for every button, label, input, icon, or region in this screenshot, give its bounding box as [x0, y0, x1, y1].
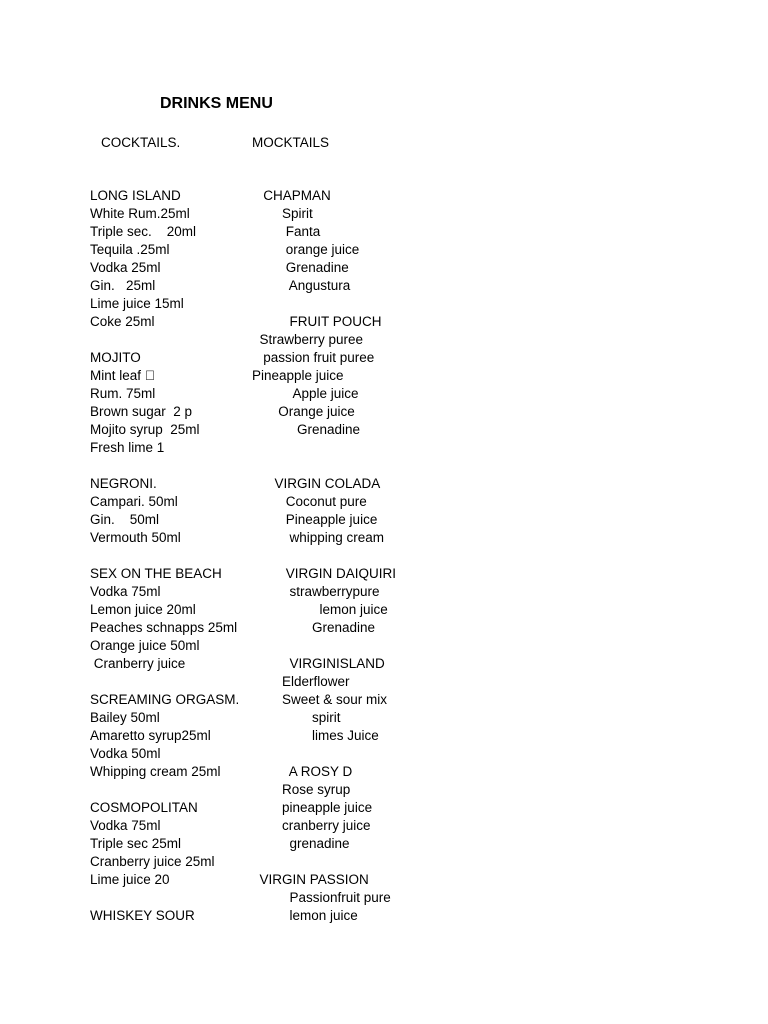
cocktail-menu-line: Lime juice 15ml [90, 296, 184, 311]
cocktail-menu-line: Vodka 75ml [90, 584, 161, 599]
cocktail-menu-line: MOJITO [90, 350, 141, 365]
cocktail-menu-line: Gin. 25ml [90, 278, 156, 293]
mocktail-menu-line: lemon juice [252, 602, 388, 617]
cocktail-menu-line: LONG ISLAND [90, 188, 181, 203]
cocktail-menu-line: SCREAMING ORGASM. [90, 692, 240, 707]
mocktail-menu-line: orange juice [252, 242, 360, 257]
mocktail-menu-line: VIRGINISLAND [252, 656, 385, 671]
cocktail-menu-line: Orange juice 50ml [90, 638, 200, 653]
cocktail-menu-line: Tequila .25ml [90, 242, 170, 257]
mocktail-menu-line [252, 547, 396, 565]
mocktail-menu-line: VIRGIN DAIQUIRI [252, 566, 397, 581]
mocktail-menu-line: Pineapple juice [252, 512, 378, 527]
page-title: DRINKS MENU [160, 95, 273, 112]
cocktail-menu-line: Vodka 50ml [90, 746, 161, 761]
cocktails-column [90, 187, 239, 925]
mocktail-menu-line: Grenadine [252, 422, 361, 437]
mocktail-menu-line: Elderflower [252, 674, 350, 689]
cocktail-menu-line: SEX ON THE BEACH [90, 566, 222, 581]
mocktail-menu-line [252, 745, 396, 763]
cocktail-menu-line: Cranberry juice [90, 656, 186, 671]
cocktail-menu-line: Triple sec 25ml [90, 836, 182, 851]
cocktail-menu-line [90, 781, 239, 799]
mocktail-menu-line: Grenadine [252, 620, 376, 635]
mocktails-header: MOCKTAILS [252, 135, 330, 150]
mocktail-menu-line [252, 439, 396, 457]
cocktail-menu-line [90, 889, 239, 907]
mocktail-menu-line: spirit [252, 710, 341, 725]
cocktail-menu-line: Mint leaf [90, 368, 149, 383]
mocktail-menu-line: Coconut pure [252, 494, 367, 509]
mocktail-menu-line: VIRGIN PASSION [252, 872, 369, 887]
mocktail-menu-line: passion fruit puree [252, 350, 375, 365]
mocktail-menu-line: strawberrypure [252, 584, 380, 599]
cocktail-menu-line: Peaches schnapps 25ml [90, 620, 238, 635]
cocktail-menu-line: Whipping cream 25ml [90, 764, 221, 779]
cocktail-menu-line: Lime juice 20 [90, 872, 170, 887]
cocktail-menu-line: Vodka 75ml [90, 818, 161, 833]
mocktail-menu-line: A ROSY D [252, 764, 353, 779]
cocktail-menu-line: Lemon juice 20ml [90, 602, 196, 617]
cocktail-menu-line: Campari. 50ml [90, 494, 178, 509]
mocktail-menu-line [252, 457, 396, 475]
cocktail-menu-line: Vodka 25ml [90, 260, 161, 275]
mocktail-menu-line: limes Juice [252, 728, 379, 743]
cocktails-header: COCKTAILS. [101, 135, 181, 150]
cocktail-menu-line: Bailey 50ml [90, 710, 160, 725]
mocktail-menu-line: Spirit [252, 206, 313, 221]
cocktail-menu-line: Gin. 50ml [90, 512, 160, 527]
mocktail-menu-line [252, 637, 396, 655]
cocktail-menu-line: Brown sugar 2 p [90, 404, 193, 419]
mocktail-menu-line: Pineapple juice [252, 368, 344, 383]
mocktail-menu-line: Rose syrup [252, 782, 351, 797]
cocktail-menu-line: Rum. 75ml [90, 386, 156, 401]
cocktail-menu-line [90, 457, 239, 475]
cocktail-menu-line: Fresh lime 1 [90, 440, 165, 455]
mocktail-menu-line: cranberry juice [252, 818, 371, 833]
mocktail-menu-line: VIRGIN COLADA [252, 476, 381, 491]
cocktail-menu-line [90, 331, 239, 349]
cocktail-menu-line: White Rum.25ml [90, 206, 190, 221]
mocktail-menu-line: whipping cream [252, 530, 385, 545]
cocktail-menu-line [90, 673, 239, 691]
cocktail-menu-line: COSMOPOLITAN [90, 800, 198, 815]
mocktail-menu-line: Grenadine [252, 260, 349, 275]
mocktail-menu-line: Orange juice [252, 404, 355, 419]
cocktail-menu-line: Amaretto syrup25ml [90, 728, 211, 743]
mocktail-menu-line: Passionfruit pure [252, 890, 391, 905]
cocktail-menu-line: Mojito syrup 25ml [90, 422, 200, 437]
mocktail-menu-line: Apple juice [252, 386, 359, 401]
mocktail-menu-line: grenadine [252, 836, 350, 851]
mocktail-menu-line: FRUIT POUCH [252, 314, 382, 329]
cocktail-menu-line: Vermouth 50ml [90, 530, 181, 545]
mocktail-menu-line: Sweet & sour mix [252, 692, 388, 707]
cocktail-menu-line: NEGRONI. [90, 476, 157, 491]
cocktail-menu-line [90, 547, 239, 565]
mocktail-menu-line: Angustura [252, 278, 351, 293]
mocktail-menu-line [252, 295, 396, 313]
cocktail-menu-line: Coke 25ml [90, 314, 155, 329]
mocktail-menu-line: lemon juice [252, 908, 358, 923]
cocktail-menu-line: WHISKEY SOUR [90, 908, 195, 923]
mocktail-menu-line: CHAPMAN [252, 188, 331, 203]
mocktails-column [252, 187, 396, 925]
mocktail-menu-line: Fanta [252, 224, 321, 239]
cocktail-menu-line: Triple sec. 20ml [90, 224, 197, 239]
cocktail-menu-line: Cranberry juice 25ml [90, 854, 215, 869]
mocktail-menu-line: pineapple juice [252, 800, 373, 815]
mocktail-menu-line: Strawberry puree [252, 332, 364, 347]
mocktail-menu-line [252, 853, 396, 871]
